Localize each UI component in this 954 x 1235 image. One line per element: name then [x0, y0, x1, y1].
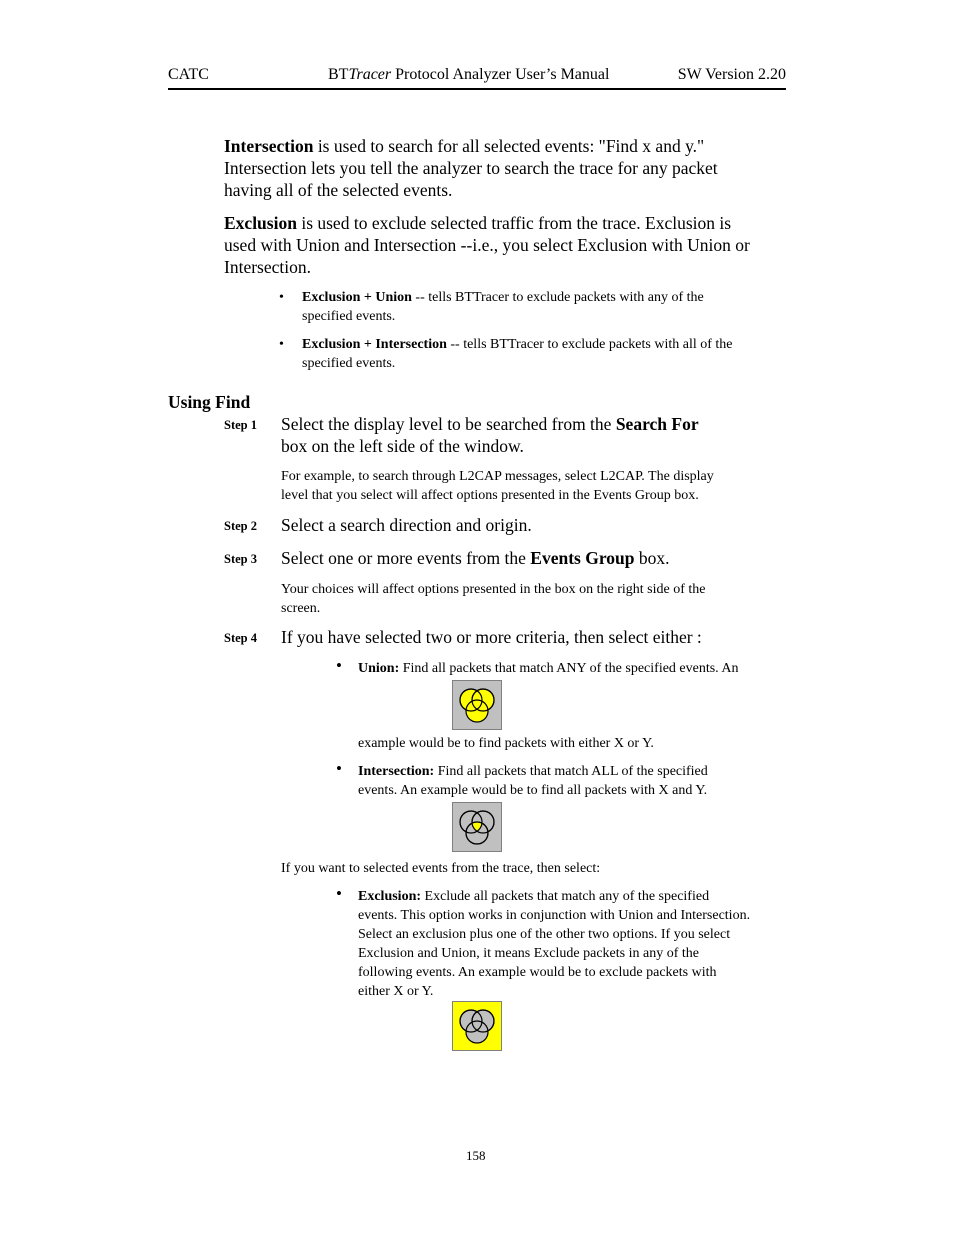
venn-intersection-icon	[452, 802, 502, 852]
exclusion-bullet-text: Exclusion: Exclude all packets that match any of the specified events. This option works in conjunction with Union and Intersection. Select an exclusion plus one of the other two options. If you select Exclusion and Union, it means Exclude packets in any of the following events. An example would be to exclude packets with either X or Y.	[358, 889, 751, 999]
bullet-marker: •	[279, 337, 284, 352]
step-1-text: Select the display level to be searched from the Search For box on the left side of the window.	[281, 414, 699, 456]
bullet-marker: •	[336, 656, 342, 675]
header-company: CATC	[168, 66, 209, 83]
union-bullet-text: Union: Find all packets that match ANY of the specified events. An	[358, 661, 739, 676]
intersection-paragraph: Intersection is used to search for all selected events: "Find x and y." Intersection lets you tell the analyzer to search the trace for any packet having all of the selected events.	[224, 136, 718, 200]
exclude-intro: If you want to selected events from the trace, then select:	[281, 861, 601, 876]
venn-exclusion-icon	[452, 1001, 502, 1051]
step-3-note: Your choices will affect options presented in the box on the right side of the screen.	[281, 582, 706, 616]
step-3-text: Select one or more events from the Events Group box.	[281, 548, 670, 568]
step-label: Step 4	[224, 631, 257, 645]
bullet-exclusion-union: Exclusion + Union -- tells BTTracer to exclude packets with any of the specified events.	[302, 290, 704, 324]
page-header	[168, 66, 786, 90]
header-version: SW Version 2.20	[677, 66, 786, 83]
step-1-note: For example, to search through L2CAP messages, select L2CAP. The display level that you select will affect options presented in the Events Group box.	[281, 469, 714, 503]
step-label: Step 1	[224, 418, 257, 432]
bullet-marker: •	[336, 759, 342, 778]
union-bullet-text-cont: example would be to find packets with either X or Y.	[358, 736, 654, 751]
step-label: Step 3	[224, 552, 257, 566]
bullet-exclusion-intersection: Exclusion + Intersection -- tells BTTracer to exclude packets with all of the specified events.	[302, 337, 733, 371]
bullet-marker: •	[336, 884, 342, 903]
step-2-text: Select a search direction and origin.	[281, 515, 532, 535]
intersection-bullet-text: Intersection: Find all packets that match ALL of the specified events. An example would be to find all packets with X and Y.	[358, 764, 708, 798]
step-label: Step 2	[224, 519, 257, 533]
bullet-marker: •	[279, 290, 284, 305]
exclusion-paragraph: Exclusion is used to exclude selected traffic from the trace. Exclusion is used with Union and Intersection --i.e., you select Exclusion with Union or Intersection.	[224, 213, 750, 277]
page-number: 158	[466, 1148, 486, 1163]
step-4-text: If you have selected two or more criteria, then select either :	[281, 627, 702, 647]
venn-union-icon	[452, 680, 502, 730]
header-title: BTTracer Protocol Analyzer User’s Manual	[328, 66, 610, 83]
section-heading: Using Find	[168, 392, 251, 412]
